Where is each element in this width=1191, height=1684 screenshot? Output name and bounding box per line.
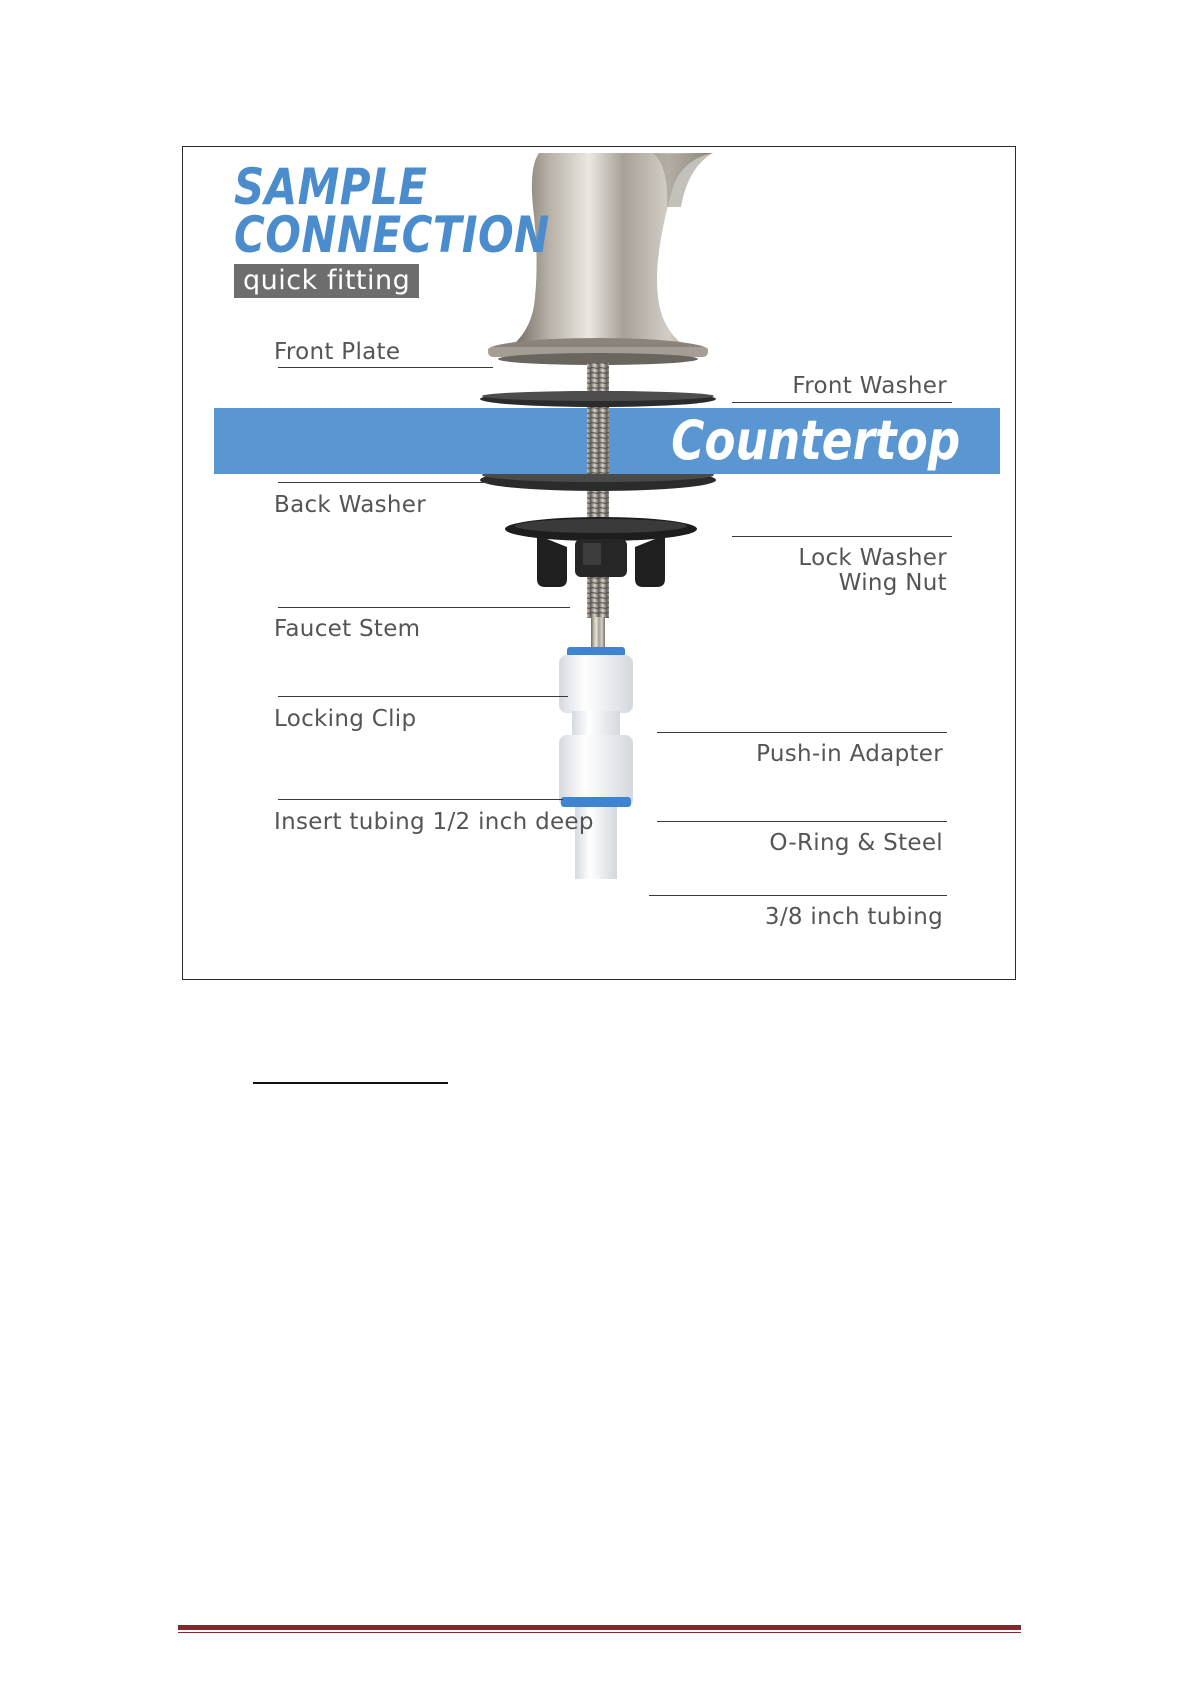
front-washer-label: Front Washer (792, 373, 947, 399)
insert-tubing-leader (278, 799, 563, 800)
faucet-stem-leader (278, 607, 570, 608)
wing-nut-shape (505, 517, 697, 587)
heading-underline-rule (253, 1082, 448, 1084)
lock-washer-leader (732, 536, 952, 537)
back-washer-label: Back Washer (274, 492, 426, 518)
o-ring-steel-label: O-Ring & Steel (769, 830, 943, 856)
faucet-stem-label: Faucet Stem (274, 616, 421, 642)
o-ring-steel-leader (657, 821, 947, 822)
locking-clip-label: Locking Clip (274, 706, 417, 732)
connection-diagram (182, 146, 1016, 980)
push-in-adapter-label: Push-in Adapter (756, 741, 943, 767)
diagram-subtitle: quick fitting (234, 264, 419, 298)
back-washer-leader (278, 482, 488, 483)
faucet-stem-tip (591, 617, 605, 647)
countertop-label: Countertop (670, 409, 960, 472)
diagram-title-line-2: CONNECTION (234, 206, 550, 264)
locking-clip-leader (278, 696, 568, 697)
footer-rule (178, 1625, 1021, 1630)
countertop-band (214, 408, 1000, 474)
push-in-adapter-leader (657, 732, 947, 733)
diagram-title-line-1: SAMPLE (234, 158, 428, 216)
front-washer-leader (732, 402, 952, 403)
lock-washer-label: Lock Washer (798, 545, 947, 571)
front-plate-label: Front Plate (274, 339, 401, 365)
tubing-label: 3/8 inch tubing (764, 904, 943, 930)
push-in-adapter-shape (559, 647, 633, 807)
tubing-leader (649, 895, 947, 896)
wing-nut-label: Wing Nut (838, 570, 947, 596)
front-plate-leader (278, 367, 493, 368)
insert-tubing-label: Insert tubing 1/2 inch deep (274, 809, 594, 835)
footer-rule-thin (178, 1632, 1021, 1633)
